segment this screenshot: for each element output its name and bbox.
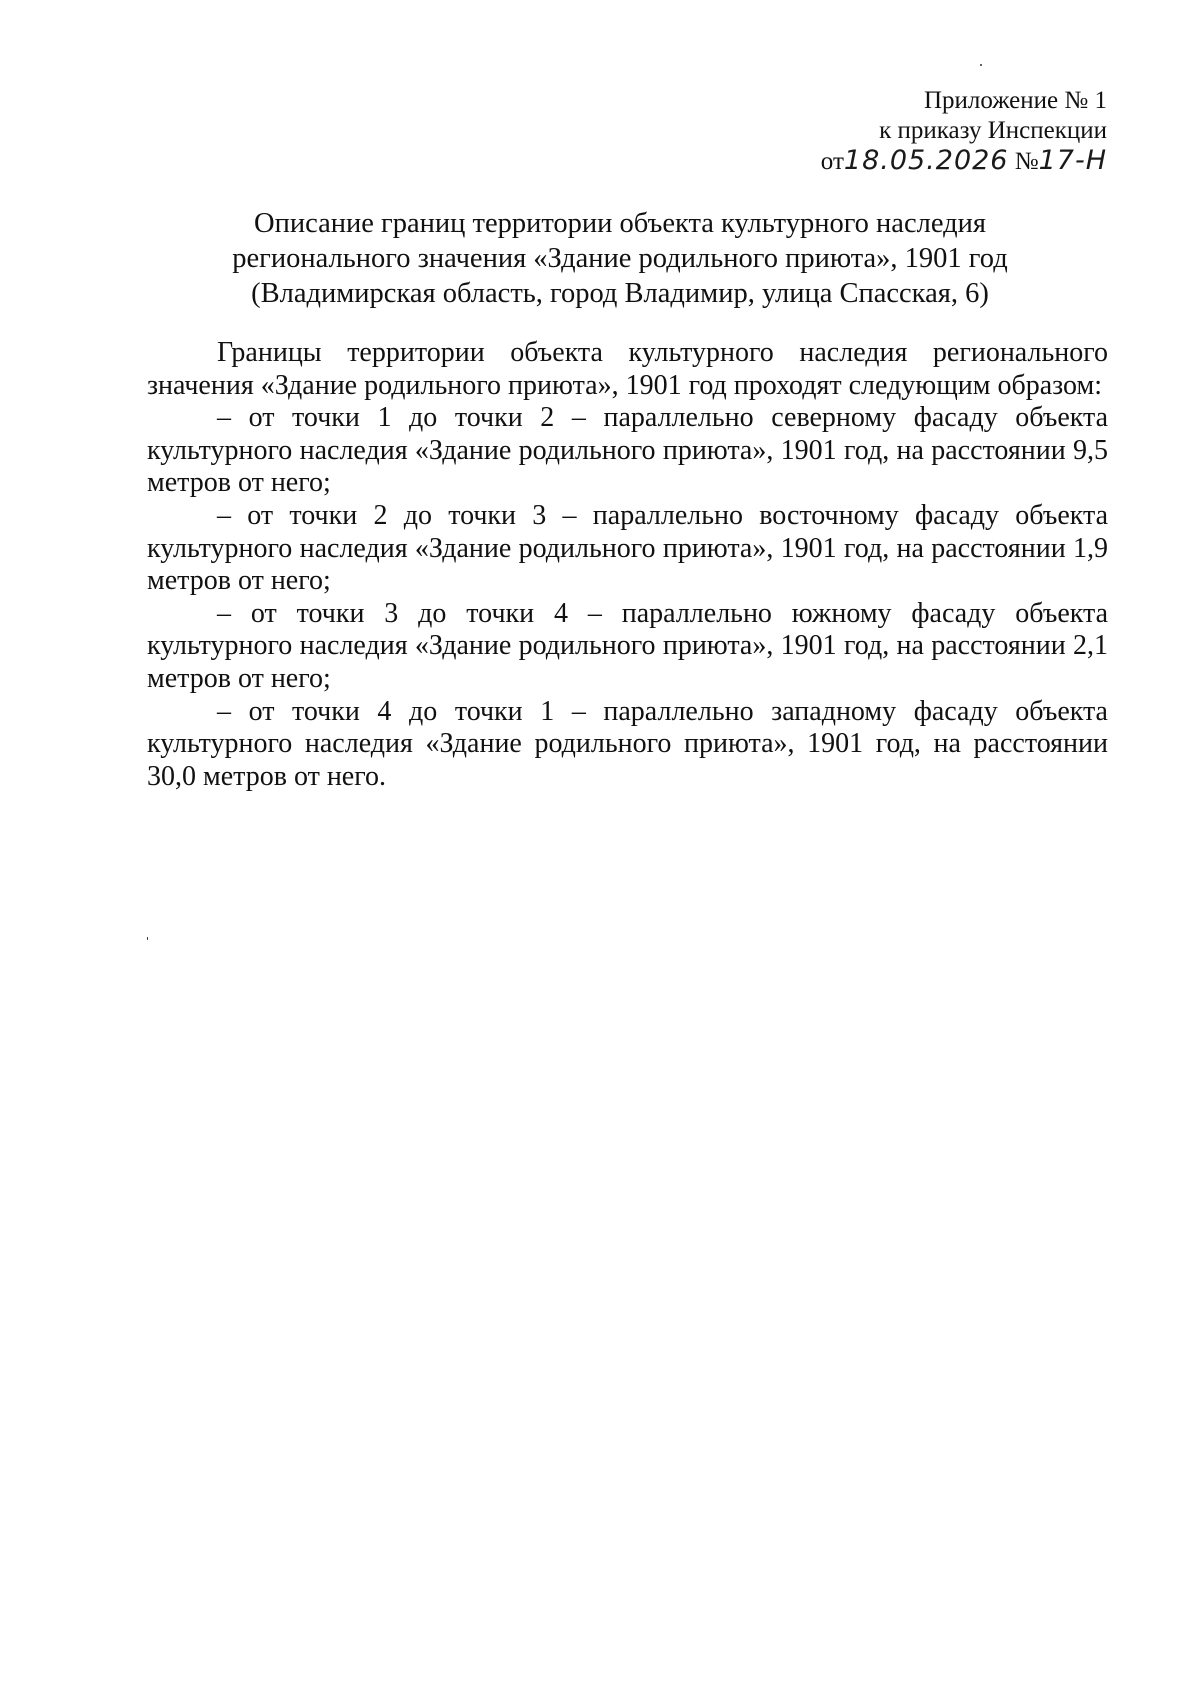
- title-line-1: Описание границ территории объекта культурного наследия: [254, 208, 986, 239]
- body-paragraph-segment-4-1: – от точки 4 до точки 1 – параллельно западному фасаду объекта культурного наследия «Здание родильного приюта», 1901 год, на расстоянии 30,0 метров от него.: [147, 695, 1108, 792]
- annex-title: Приложение № 1: [923, 87, 1107, 114]
- document-body: [147, 337, 1108, 793]
- document-title: [140, 206, 1100, 311]
- scan-speck: [980, 64, 982, 66]
- body-paragraph-intro: Границы территории объекта культурного наследия регионального значения «Здание родильного приюта», 1901 год проходят следующим образом:: [147, 337, 1108, 401]
- date-prefix: от: [820, 148, 844, 175]
- number-prefix: №: [1014, 148, 1039, 175]
- title-line-2: регионального значения «Здание родильного приюта», 1901 год: [232, 243, 1008, 274]
- handwritten-date: 18.05.2026: [843, 145, 1009, 176]
- body-paragraph-segment-2-3: – от точки 2 до точки 3 – параллельно восточному фасаду объекта культурного наследия «Здание родильного приюта», 1901 год, на расстоянии 1,9 метров от него;: [147, 499, 1108, 597]
- annex-header: [821, 86, 1107, 177]
- handwritten-number: 17-Н: [1038, 145, 1107, 176]
- annex-date-number-line: [821, 146, 1107, 177]
- body-paragraph-segment-3-4: – от точки 3 до точки 4 – параллельно южному фасаду объекта культурного наследия «Здание родильного приюта», 1901 год, на расстоянии 2,1 метров от него;: [147, 597, 1108, 694]
- scan-speck: [147, 937, 148, 940]
- body-paragraph-segment-1-2: – от точки 1 до точки 2 – параллельно северному фасаду объекта культурного наследия «Здание родильного приюта», 1901 год, на расстоянии 9,5 метров от него;: [147, 402, 1108, 499]
- annex-order-reference: к приказу Инспекции: [879, 117, 1107, 144]
- title-line-3: (Владимирская область, город Владимир, улица Спасская, 6): [251, 278, 989, 309]
